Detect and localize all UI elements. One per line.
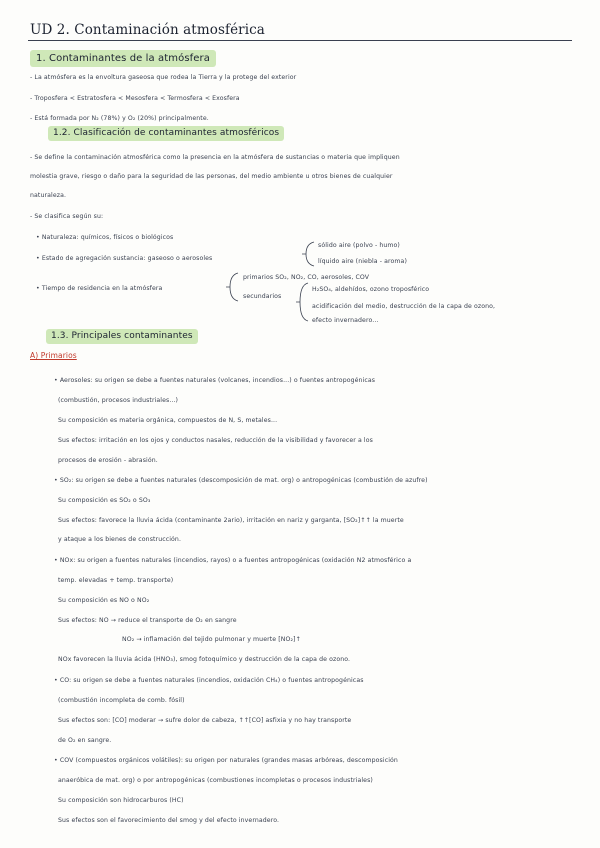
text-line: - Está formada por N₂ (78%) y O₂ (20%) principalmente. [30, 115, 209, 122]
text-line: • NOx: su origen a fuentes naturales (incendios, rayos) o a fuentes antropogénicas (oxidación N2 atmosférico a [54, 557, 412, 564]
text-line: temp. elevadas + temp. transporte) [58, 577, 174, 584]
text-line: primarios SO₂, NO₂, CO, aerosoles, COV [243, 274, 370, 281]
text-line: • Naturaleza: químicos, físicos o biológicos [36, 234, 174, 241]
section-heading-1-2: 1.2. Clasificación de contaminantes atmosféricos [48, 126, 284, 141]
text-line: NO₂ → inflamación del tejido pulmonar y muerte [NO₂]↑ [122, 636, 301, 643]
text-line: - Se clasifica según su: [30, 213, 104, 220]
section-heading-1-3: 1.3. Principales contaminantes [46, 329, 198, 344]
text-line: anaeróbica de mat. org) o por antropogénicas (combustiones incompletas o procesos industriales) [58, 777, 373, 784]
text-line: Su composición es materia orgánica, compuestos de N, S, metales... [58, 417, 278, 424]
text-line: procesos de erosión - abrasión. [58, 457, 158, 464]
text-line: líquido aire (niebla - aroma) [318, 258, 407, 265]
text-line: naturaleza. [30, 192, 67, 199]
text-line: de O₂ en sangre. [58, 737, 112, 744]
text-line: Sus efectos: NO → reduce el transporte de O₂ en sangre [58, 617, 237, 624]
text-line: acidificación del medio, destrucción de la capa de ozono, [312, 303, 496, 310]
text-line: • Aerosoles: su origen se debe a fuentes naturales (volcanes, incendios...) o fuentes antropogénicas [54, 377, 376, 384]
text-line: H₂SO₄, aldehídos, ozono troposférico [312, 286, 430, 293]
text-line: • CO: su origen se debe a fuentes naturales (incendios, oxidación CH₄) o fuentes antropogénicas [54, 677, 364, 684]
text-line: (combustión incompleta de comb. fósil) [58, 697, 185, 704]
text-line: - Troposfera < Estratosfera < Mesosfera < Termosfera < Exosfera [30, 95, 240, 102]
text-line: - La atmósfera es la envoltura gaseosa que rodea la Tierra y la protege del exterior [30, 74, 297, 81]
title-underline [28, 40, 572, 41]
text-line: efecto invernadero... [312, 317, 379, 324]
text-line: Sus efectos son: [CO] moderar → sufre dolor de cabeza, ↑↑[CO] asfixia y no hay transporte [58, 717, 352, 724]
brace-icon [302, 241, 316, 267]
page-title: UD 2. Contaminación atmosférica [30, 22, 265, 38]
text-line: - Se define la contaminación atmosférica como la presencia en la atmósfera de sustancias o materia que impliquen [30, 154, 400, 161]
brace-icon [226, 272, 240, 302]
text-line: Su composición son hidrocarburos (HC) [58, 797, 184, 804]
text-line: Sus efectos: favorece la lluvia ácida (contaminante 2ario), irritación en nariz y garganta, [SO₂]↑↑ la muerte [58, 517, 404, 524]
text-line: Su composición es NO o NO₂ [58, 597, 150, 604]
section-heading-1: 1. Contaminantes de la atmósfera [30, 50, 216, 67]
text-line: • SO₂: su origen se debe a fuentes naturales (descomposición de mat. org) o antropogénicas (combustión de azufre) [54, 477, 428, 484]
brace-icon [296, 282, 310, 322]
text-line: • Tiempo de residencia en la atmósfera [36, 285, 163, 292]
text-line: • Estado de agregación sustancia: gaseoso o aerosoles [36, 255, 213, 262]
text-line: secundarios [243, 293, 282, 300]
subsection-title: A) Primarios [30, 351, 77, 360]
text-line: Sus efectos son el favorecimiento del smog y del efecto invernadero. [58, 817, 280, 824]
text-line: • COV (compuestos orgánicos volátiles): su origen por naturales (grandes masas arbóreas, descomposición [54, 757, 398, 764]
text-line: NOx favorecen la lluvia ácida (HNO₃), smog fotoquímico y destrucción de la capa de ozono. [58, 656, 351, 663]
text-line: Su composición es SO₂ o SO₃ [58, 497, 151, 504]
text-line: sólido aire (polvo - humo) [318, 242, 400, 249]
text-line: Sus efectos: irritación en los ojos y conductos nasales, reducción de la visibilidad y favorecer a los [58, 437, 373, 444]
text-line: (combustión, procesos industriales...) [58, 397, 179, 404]
text-line: y ataque a los bienes de construcción. [58, 536, 182, 543]
text-line: molestia grave, riesgo o daño para la seguridad de las personas, del medio ambiente u otros bienes de cualquier [30, 173, 393, 180]
